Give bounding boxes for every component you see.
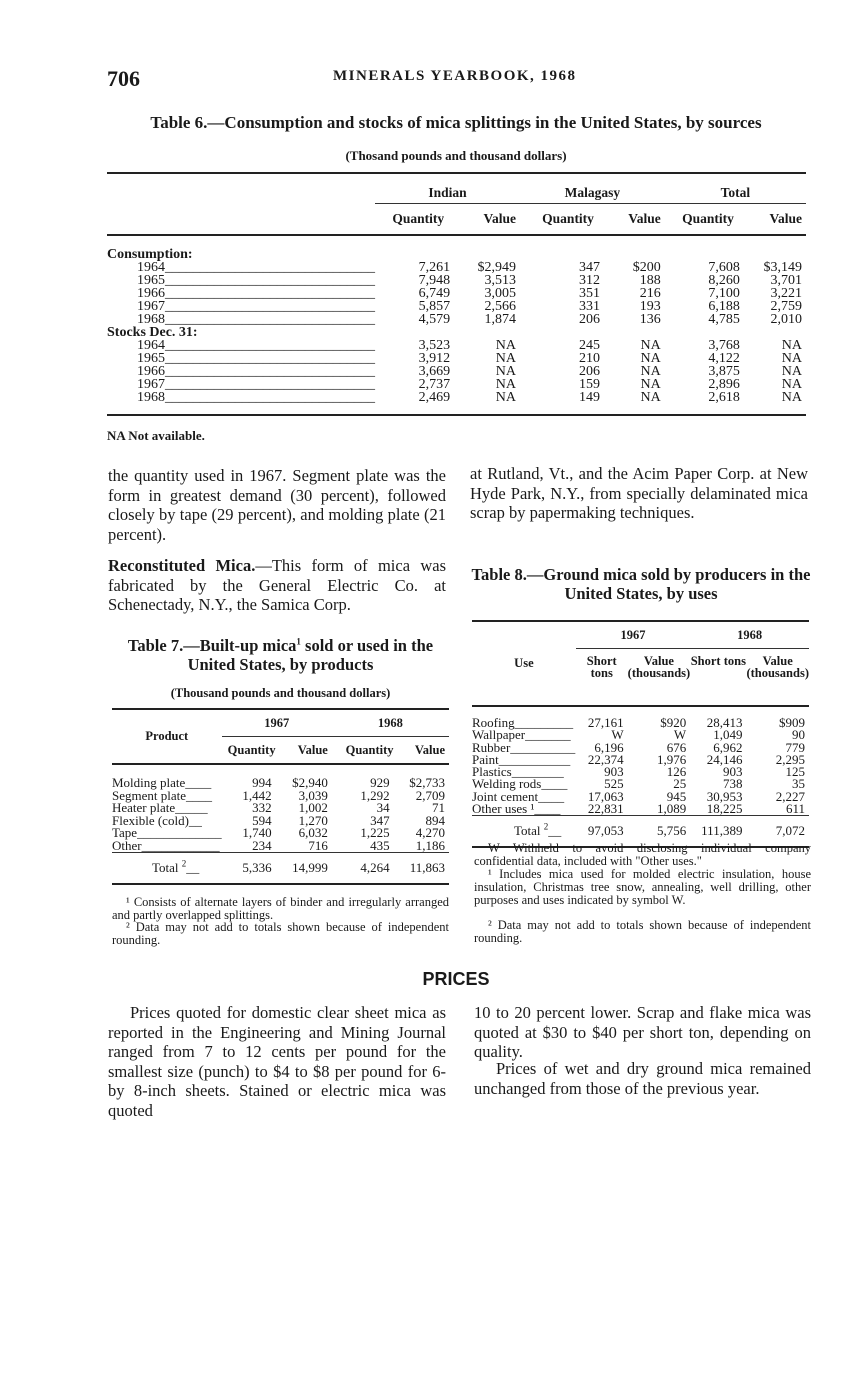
table8-row-label-text: Plastics [472, 764, 512, 780]
table7-row-label-text: Heater plate [112, 800, 176, 815]
table6-cell: 8,260 [708, 272, 740, 288]
table6-row-label [107, 391, 375, 404]
leader-dots: ______________________________ [165, 337, 375, 353]
table7-title-main: Table 7.—Built-up mica [127, 636, 297, 655]
leader-dots: ______________________________ [165, 311, 375, 327]
table7-cell: 71 [432, 800, 445, 815]
table6-subtitle: (Thosand pounds and thousand dollars) [345, 148, 567, 163]
leader-dots: ___________ [498, 751, 571, 767]
table8-cell: 525 [604, 776, 624, 792]
table7-cell: 1,186 [415, 837, 445, 853]
table8-year-1968: 1968 [690, 621, 809, 649]
leader-dots: ______________________________ [165, 298, 375, 314]
table8-total-cell: 7,072 [775, 823, 805, 839]
table6-row-label-text: 1968 [137, 389, 165, 405]
table6-cell: NA [495, 389, 517, 405]
table6-cell: NA [495, 363, 517, 379]
table7-total-text: Total [152, 859, 179, 875]
table6-cell: 331 [578, 298, 600, 314]
table7-total-cell: 4,264 [360, 859, 390, 875]
table7-row-label-text: Molding plate [112, 775, 186, 790]
table6-cell: 2,010 [770, 311, 802, 327]
table6-row-label-text: 1964 [137, 259, 165, 275]
table6-cell: 3,005 [484, 285, 517, 301]
table8-col-short-tons: Short tons [586, 654, 617, 681]
body-left-para2 [108, 556, 446, 615]
table7-footnote2: ² Data may not add to totals shown because of independent rounding. [112, 920, 449, 947]
table8-cell: 25 [673, 776, 687, 792]
table7-title-rest: sold or used in the United States, by products [187, 636, 434, 674]
table6-cell: 312 [578, 272, 600, 288]
table6-cell: $3,149 [763, 259, 802, 275]
table6-title: Table 6.—Consumption and stocks of mica splittings in the United States, by sources [150, 113, 762, 132]
table6-row-label-text: 1968 [137, 311, 165, 327]
table8-footnote1: ¹ Includes mica used for molded electric insulation, house insulation, Christmas tree snow, annealing, well drilling, other purposes and uses indicated by symbol W. [474, 867, 811, 907]
leader-dots: ____ [185, 775, 212, 790]
table6-cell: NA [640, 389, 661, 405]
table7-cell: 34 [376, 800, 390, 815]
table8-cell: 738 [722, 776, 743, 792]
page-number: 706 [107, 66, 140, 91]
table7-title-sup: 1 [296, 636, 301, 647]
table6-row-label-text: 1964 [137, 337, 165, 353]
table6 [107, 172, 806, 416]
body-right-para1: at Rutland, Vt., and the Acim Paper Corp. at New Hyde Park, N.Y., from specially delaminated mica scrap by papermaking techniques. [470, 464, 808, 522]
table8 [472, 620, 809, 848]
table7-cell: 1,740 [242, 825, 272, 840]
table6-row-label-text: 1967 [137, 376, 165, 392]
table6-cell: 351 [578, 285, 600, 301]
table7-col-value: Value [414, 742, 445, 757]
table7-total-cell: 11,863 [409, 859, 445, 875]
table8-total-cell: 111,389 [701, 823, 743, 839]
table7-col-value: Value [297, 742, 328, 757]
table8-total-text: Total [514, 823, 541, 839]
table6-cell: 206 [578, 363, 600, 379]
table6-cell: 216 [639, 285, 661, 301]
table7-footnote1: ¹ Consists of alternate layers of binder and irregularly arranged and partly overlapped splittings. [112, 895, 449, 922]
leader-dots: ______________________________ [165, 285, 375, 301]
table6-cell: 210 [578, 350, 600, 366]
table7-cell: 4,270 [415, 825, 445, 840]
table8-col-value: Value (thousands) [627, 654, 691, 681]
table8-cell: 90 [792, 727, 805, 743]
table7-total-cell: 5,336 [242, 859, 272, 875]
table8-col-short-tons: Short tons [690, 654, 746, 668]
table6-cell: 347 [578, 259, 600, 275]
table6-row-label-text: 1967 [137, 298, 165, 314]
table7-title [108, 636, 453, 674]
table8-cell: 30,953 [706, 788, 743, 804]
leader-dots: ____ [538, 788, 565, 804]
leader-dots: ____ [186, 787, 213, 803]
table6-group-malagasy: Malagasy [520, 186, 665, 204]
table6-cell: 2,737 [418, 376, 451, 392]
table7-cell: 3,039 [298, 787, 328, 803]
table6-group-indian: Indian [375, 186, 520, 204]
leader-dots: ______________________________ [165, 389, 375, 405]
table6-cell: 2,566 [484, 298, 517, 314]
table6-cell: 7,608 [708, 259, 740, 275]
table8-cell: 676 [666, 739, 687, 755]
table7-row-label-text: Flexible (cold) [112, 812, 189, 828]
leader-dots: ________ [511, 764, 564, 780]
table8-cell: 903 [722, 764, 743, 780]
table6-cell: 245 [578, 337, 600, 353]
leader-dots: ______________________________ [165, 259, 375, 275]
table8-row-label-text: Other uses ¹ [472, 801, 535, 817]
table7-cell: 6,032 [298, 825, 328, 840]
table7-col-product: Product [145, 729, 189, 744]
table8-cell: 903 [604, 764, 624, 780]
leader-dots: __ [188, 812, 202, 828]
table6-cell: 2,896 [708, 376, 740, 392]
table7-row-label-text: Segment plate [112, 787, 187, 803]
table7-year-1967: 1967 [222, 709, 332, 737]
table8-cell: 2,227 [775, 788, 805, 804]
table7-cell: 435 [370, 837, 390, 853]
table7-cell: 1,002 [298, 800, 328, 815]
table8-col-value: Value (thousands) [746, 654, 809, 681]
section-heading-reconstituted: Reconstituted Mica. [108, 556, 256, 575]
table6-cell: 3,875 [708, 363, 740, 379]
table6-row-label-text: 1966 [137, 363, 165, 379]
table6-cell: 5,857 [418, 298, 451, 314]
table8-col-use: Use [514, 656, 534, 671]
table8-row-label-text: Paint [472, 751, 499, 767]
leader-dots: ____ [541, 776, 568, 792]
table6-section-consumption: Consumption: [107, 246, 193, 262]
table7-cell: 1,270 [298, 812, 328, 828]
table6-cell: NA [640, 337, 661, 353]
table6-row-label [107, 313, 375, 326]
table6-cell: 6,749 [418, 285, 451, 301]
table8-cell: 1,049 [713, 727, 743, 743]
table8-cell: 1,976 [656, 751, 687, 767]
leader-dots: __________ [510, 739, 576, 755]
leader-dots: ____________ [141, 837, 220, 853]
prices-heading: PRICES [422, 969, 490, 989]
table8-cell: $909 [779, 715, 805, 730]
table7-row-label [112, 837, 222, 853]
table6-cell: 3,768 [708, 337, 740, 353]
table6-cell: 206 [578, 311, 600, 327]
table6-col-quantity: Quantity [682, 211, 734, 227]
table8-total-label: Total $^2$__ [514, 821, 562, 839]
table6-cell: 3,513 [484, 272, 517, 288]
table7-cell: $2,733 [409, 775, 445, 790]
table7-cell: 894 [425, 812, 445, 828]
table6-cell: 188 [639, 272, 661, 288]
table8-cell: 945 [666, 788, 687, 804]
table6-cell: 2,618 [708, 389, 740, 405]
table7-total-sup: 2 [181, 858, 187, 869]
table6-section-stocks: Stocks Dec. 31: [107, 324, 198, 340]
table6-cell: 6,188 [708, 298, 740, 314]
table6-cell: 159 [578, 376, 600, 392]
table8-year-1967: 1967 [576, 621, 690, 649]
table7-cell: 594 [252, 812, 272, 828]
table8-row-label-text: Welding rods [472, 776, 542, 792]
table7 [112, 708, 449, 885]
table6-cell: 4,579 [418, 311, 451, 327]
table6-row-label-text: 1965 [137, 350, 165, 366]
table6-consumption-rows [107, 261, 806, 326]
table6-cell: NA [781, 376, 802, 392]
table6-cell: 7,948 [418, 272, 451, 288]
table7-year-1968: 1968 [332, 709, 449, 737]
table6-row [107, 313, 806, 326]
table8-row-label-text: Roofing [472, 715, 515, 730]
leader-dots: ______________________________ [165, 376, 375, 392]
table6-cell: NA [781, 350, 802, 366]
leader-dots: _______ [525, 727, 571, 743]
table6-row [107, 391, 806, 404]
table7-cell: 234 [252, 837, 272, 853]
table6-row-label-text: 1965 [137, 272, 165, 288]
table6-stocks-rows [107, 339, 806, 404]
table6-col-quantity: Quantity [392, 211, 445, 227]
leader-dots: ______________________________ [165, 272, 375, 288]
table6-cell: 4,122 [708, 350, 740, 366]
table8-cell: 6,196 [594, 739, 624, 755]
table8-total-cell: 97,053 [587, 823, 624, 839]
table8-cell: W [673, 727, 687, 743]
table8-cell: 611 [785, 801, 805, 817]
table7-rows [112, 777, 449, 853]
table7-cell: 716 [308, 837, 328, 853]
table6-cell: NA [640, 363, 661, 379]
table8-row-label-text: Joint cement [472, 788, 539, 804]
table8-footnote-w: W Withheld to avoid disclosing individual company confidential data, included with "Other uses." [474, 841, 811, 868]
running-title: MINERALS YEARBOOK, 1968 [333, 68, 577, 84]
table8-cell: 35 [792, 776, 805, 792]
table8-row [472, 803, 809, 816]
table8-cell: 24,146 [706, 751, 743, 767]
table8-cell: W [611, 727, 624, 743]
table6-cell: 136 [639, 311, 661, 327]
table7-row-label-text: Other [112, 837, 142, 853]
table7-total-label: Total $^2$__ [152, 858, 200, 875]
leader-dots: _____________ [137, 825, 222, 840]
body-left-para2-text: —This form of mica was fabricated by the General Electric Co. at Schenectady, N.Y., the Samica Corp. [108, 556, 446, 614]
table6-col-value: Value [483, 211, 517, 227]
table7-cell: 2,709 [415, 787, 445, 803]
table7-cell: 1,225 [360, 825, 390, 840]
prices-left-para: Prices quoted for domestic clear sheet mica as reported in the Engineering and Mining Journal ranged from 7 to 12 cents per pound for the smallest size (punch) to $4 to $8 per pound for 6- by 8-inch sheets. Stained or electric mica was quoted [108, 1003, 446, 1120]
table8-cell: $920 [660, 715, 687, 730]
table8-total-sup: 2 [543, 821, 549, 832]
table6-cell: 2,759 [770, 298, 802, 314]
table6-cell: 7,100 [708, 285, 740, 301]
table8-cell: 18,225 [706, 801, 743, 817]
table6-cell: $200 [632, 259, 661, 275]
prices-right-para2: Prices of wet and dry ground mica remained unchanged from those of the previous year. [474, 1059, 811, 1098]
table6-cell: 3,221 [770, 285, 802, 301]
table6-cell: 3,701 [770, 272, 802, 288]
table8-cell: 2,295 [775, 751, 805, 767]
table6-cell: NA [495, 337, 517, 353]
table7-cell: 347 [370, 812, 390, 828]
table7-col-quantity: Quantity [227, 742, 276, 757]
table6-cell: $2,949 [477, 259, 517, 275]
table8-rows [472, 717, 809, 816]
table8-footnote2: ² Data may not add to totals shown because of independent rounding. [474, 918, 811, 945]
table7-subtitle: (Thousand pounds and thousand dollars) [170, 686, 391, 700]
table6-group-total: Total [665, 186, 806, 204]
table7-cell: 332 [252, 800, 272, 815]
table7-row-label-text: Tape [112, 825, 138, 840]
table8-row-label-text: Wallpaper [472, 727, 526, 743]
table7-cell: $2,940 [292, 775, 328, 790]
leader-dots: _____ [175, 800, 208, 815]
table6-row-label-text: 1966 [137, 285, 165, 301]
leader-dots: ______________________________ [165, 363, 375, 379]
table6-cell: NA [781, 389, 802, 405]
table6-cell: 7,261 [418, 259, 451, 275]
table6-cell: NA [781, 363, 802, 379]
table6-col-value: Value [628, 211, 661, 227]
table6-cell: NA [495, 376, 517, 392]
table7-cell: 1,292 [360, 787, 390, 803]
table6-cell: 1,874 [484, 311, 517, 327]
table7-cell: 1,442 [242, 787, 272, 803]
table6-cell: 2,469 [418, 389, 451, 405]
table8-cell: 17,063 [587, 788, 624, 804]
table7-total-cell: 14,999 [292, 859, 328, 875]
table8-cell: 1,089 [656, 801, 687, 817]
table6-cell: 149 [578, 389, 600, 405]
table7-cell: 994 [252, 775, 272, 790]
table6-cell: 4,785 [708, 311, 740, 327]
table6-col-quantity: Quantity [542, 211, 594, 227]
table6-cell: 3,912 [418, 350, 451, 366]
table6-cell: 193 [639, 298, 661, 314]
leader-dots: ______________________________ [165, 350, 375, 366]
table7-cell: 929 [370, 775, 390, 790]
table6-cell: NA [495, 350, 517, 366]
leader-dots: ____ [534, 801, 561, 817]
table8-row-label [472, 803, 576, 816]
table6-cell: NA [640, 350, 661, 366]
table7-row [112, 840, 449, 853]
table8-title: Table 8.—Ground mica sold by producers in the United States, by uses [471, 565, 811, 603]
table8-cell: 22,831 [587, 801, 624, 817]
table8-cell: 125 [785, 764, 805, 780]
table6-cell: NA [781, 337, 802, 353]
table7-col-quantity: Quantity [345, 742, 394, 757]
table8-total-cell: 5,756 [656, 823, 687, 839]
leader-dots: _________ [514, 715, 574, 730]
table6-cell: 3,523 [418, 337, 451, 353]
body-left-para1: the quantity used in 1967. Segment plate was the form in greatest demand (30 percent), followed closely by tape (29 percent), and molding plate (21 percent). [108, 466, 446, 544]
table8-row-label-text: Rubber [472, 739, 511, 755]
prices-right-para1: 10 to 20 percent lower. Scrap and flake mica was quoted at $30 to $40 per short ton, depending on quality. [474, 1003, 811, 1061]
table6-note: NA Not available. [107, 428, 205, 443]
table6-cell: NA [640, 376, 661, 392]
table8-cell: 779 [785, 739, 805, 755]
table8-cell: 22,374 [587, 751, 624, 767]
table6-col-value: Value [769, 211, 802, 227]
table8-cell: 27,161 [587, 715, 624, 730]
table6-cell: 3,669 [418, 363, 451, 379]
table8-cell: 28,413 [706, 715, 743, 730]
table8-cell: 126 [666, 764, 687, 780]
table8-cell: 6,962 [713, 739, 743, 755]
